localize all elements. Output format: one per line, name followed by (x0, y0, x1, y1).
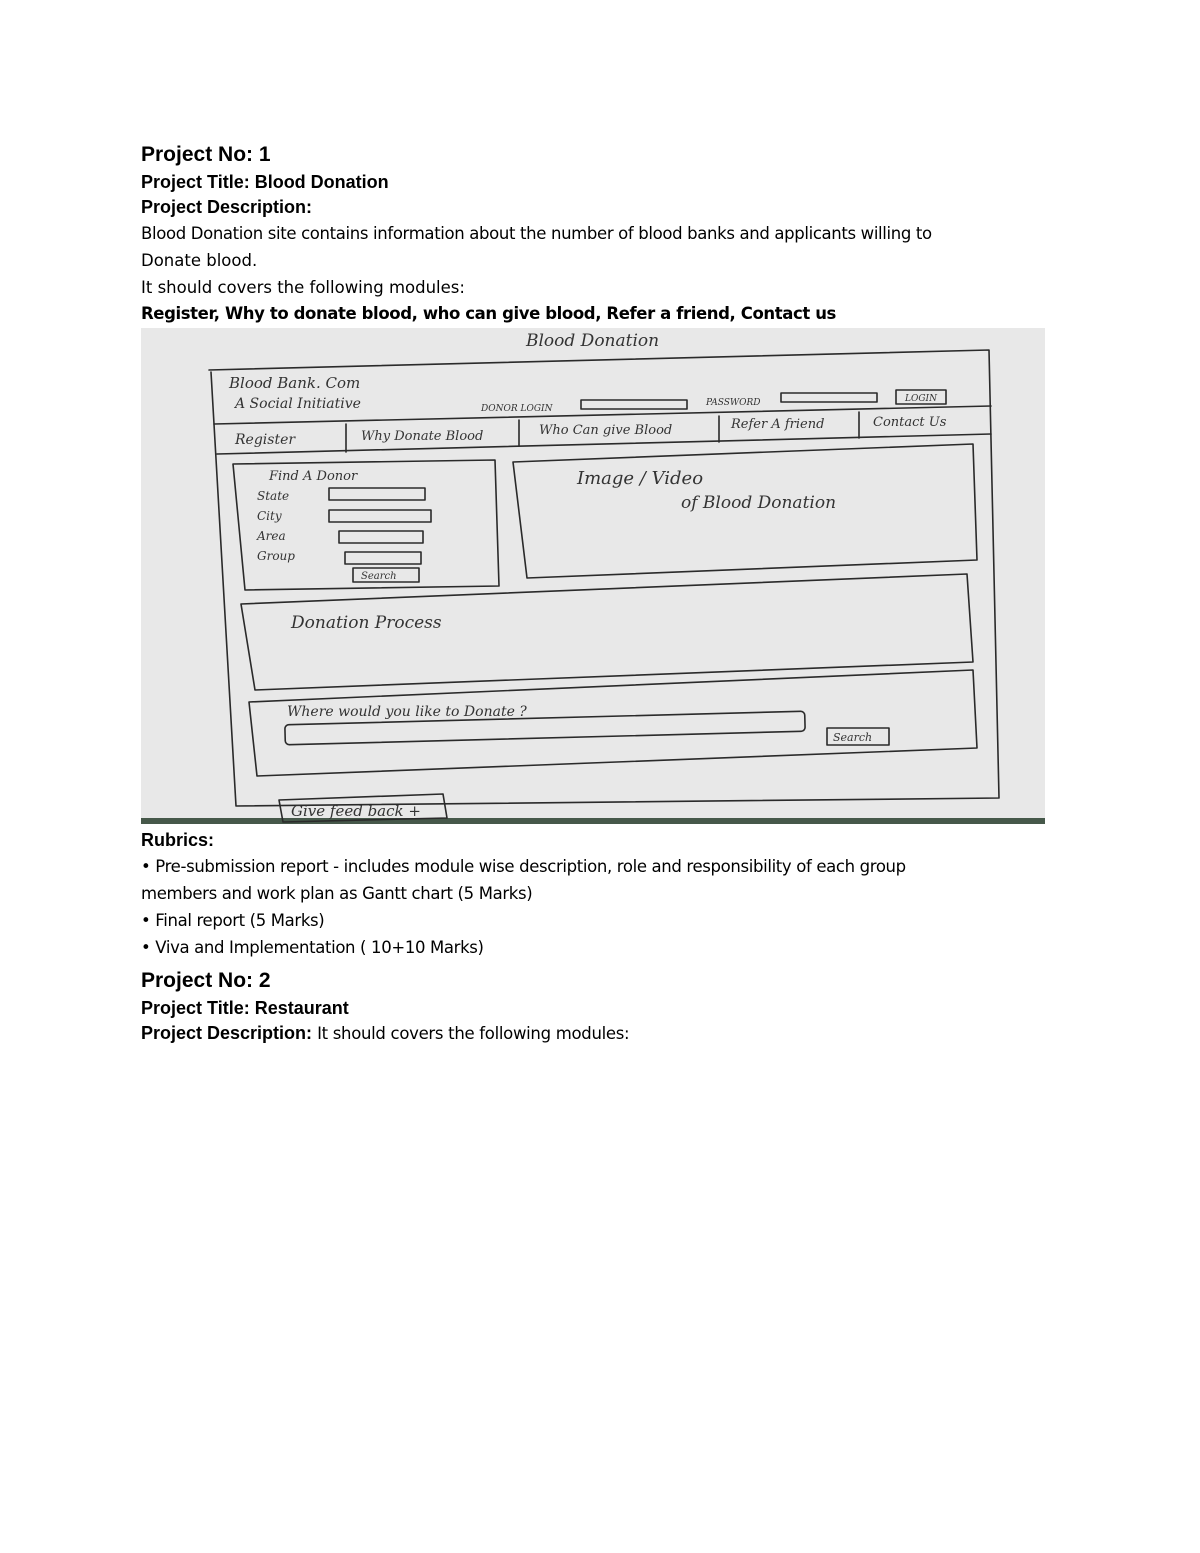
rubric-item: • Viva and Implementation ( 10+10 Marks) (141, 938, 484, 957)
description-line: Donate blood. (141, 251, 258, 270)
rubrics-heading: Rubrics: (141, 830, 215, 850)
sketch-tab-who-can-give: Who Can give Blood (539, 423, 673, 438)
project-description-text: It should covers the following modules: (317, 1024, 630, 1043)
sketch-search-label: Search (361, 571, 397, 582)
description-line: Blood Donation site contains information about the number of blood banks and applicants willing to (141, 224, 932, 243)
rubric-text: Viva and Implementation ( 10+10 Marks) (155, 938, 484, 957)
rubric-item: • Pre-submission report - includes module wise description, role and responsibility of each group (141, 857, 906, 876)
wireframe-sketch-drawing (141, 328, 1045, 824)
sketch-site-name: Blood Bank. Com (229, 374, 361, 392)
sketch-tab-contact-us: Contact Us (873, 415, 947, 430)
project-title: Project Title: Blood Donation (141, 172, 389, 192)
project-number: Project No: 2 (141, 969, 271, 992)
sketch-image-placeholder: of Blood Donation (681, 493, 837, 513)
project-title: Project Title: Restaurant (141, 998, 349, 1018)
project-2-section (141, 966, 1051, 1046)
rubric-text: Final report (5 Marks) (155, 911, 325, 930)
sketch-image-placeholder: Image / Video (577, 468, 704, 489)
sketch-password-label: PASSWORD (706, 398, 761, 408)
sketch-tab-why-donate: Why Donate Blood (361, 429, 484, 444)
sketch-donation-process-label: Donation Process (291, 613, 442, 633)
sketch-donor-login-label: DONOR LOGIN (481, 404, 553, 414)
project-description-row (141, 1021, 1051, 1046)
sketch-where-donate-label: Where would you like to Donate ? (287, 704, 527, 720)
rubric-item: • Final report (5 Marks) (141, 911, 325, 930)
sketch-tab-refer-friend: Refer A friend (731, 417, 825, 432)
sketch-find-donor-title: Find A Donor (269, 469, 358, 484)
project-number: Project No: 1 (141, 143, 271, 166)
wireframe-sketch-image (141, 328, 1045, 824)
sketch-caption: Blood Donation (526, 331, 660, 351)
sketch-login-label: LOGIN (905, 394, 937, 404)
sketch-tab-register: Register (235, 432, 296, 448)
sketch-field-label: Area (257, 529, 286, 543)
modules-intro: It should covers the following modules: (141, 278, 465, 297)
modules-list: Register, Why to donate blood, who can give blood, Refer a friend, Contact us (141, 304, 836, 323)
project-description-heading: Project Description: (141, 197, 313, 217)
sketch-search-label-2: Search (833, 731, 873, 744)
sketch-tagline: A Social Initiative (235, 396, 361, 412)
sketch-field-label: Group (257, 549, 295, 563)
rubric-item-continuation: members and work plan as Gantt chart (5 Marks) (141, 884, 533, 903)
rubrics-section (141, 828, 1051, 961)
project-1-section (141, 140, 1051, 327)
sketch-feedback-label: Give feed back + (291, 802, 421, 820)
sketch-field-label: State (257, 489, 290, 503)
sketch-field-label: City (257, 509, 282, 523)
rubric-text: Pre-submission report - includes module wise description, role and responsibility of each group (155, 857, 906, 876)
project-description-heading: Project Description: (141, 1023, 313, 1043)
